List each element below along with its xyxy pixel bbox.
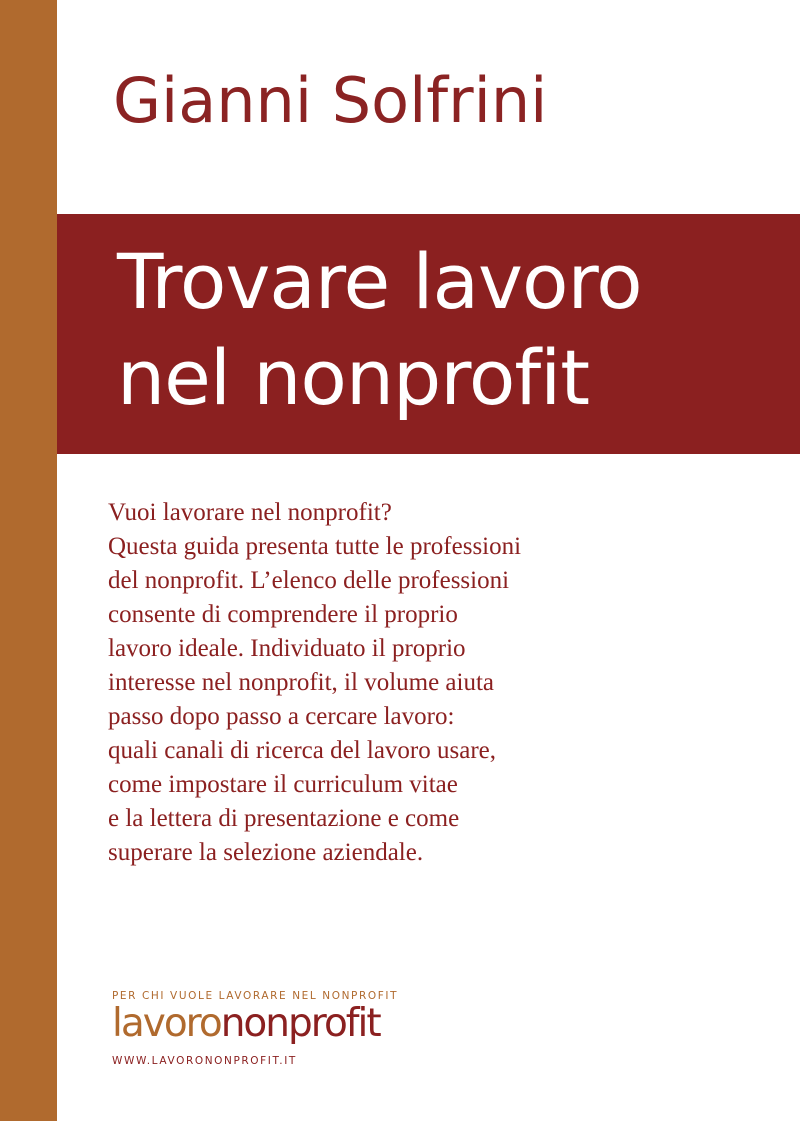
publisher-brand <box>112 990 432 1067</box>
blurb <box>108 496 668 870</box>
brand-logo-lavoro: lavoro <box>112 1001 221 1046</box>
blurb-line: lavoro ideale. Individuato il proprio <box>108 635 466 662</box>
blurb-line: passo dopo passo a cercare lavoro: <box>108 703 455 730</box>
blurb-line: superare la selezione aziendale. <box>108 839 424 866</box>
blurb-line: consente di comprendere il proprio <box>108 601 458 628</box>
brand-logo <box>112 1001 432 1046</box>
blurb-line: come impostare il curriculum vitae <box>108 771 458 798</box>
book-title-line-2: nel nonprofit <box>117 333 590 422</box>
blurb-line: Vuoi lavorare nel nonprofit? <box>108 499 392 526</box>
blurb-line: Questa guida presenta tutte le professioni <box>108 533 522 560</box>
blurb-line: quali canali di ricerca del lavoro usare, <box>108 737 497 764</box>
blurb-line: e la lettera di presentazione e come <box>108 805 460 832</box>
blurb-line: del nonprofit. L’elenco delle professioni <box>108 567 510 594</box>
cover-spine <box>0 0 57 1121</box>
blurb-line: interesse nel nonprofit, il volume aiuta <box>108 669 495 696</box>
author-name: Gianni Solfrini <box>113 64 548 137</box>
brand-tagline: PER CHI VUOLE LAVORARE NEL NONPROFIT <box>112 990 399 1002</box>
title-band <box>57 214 800 454</box>
brand-logo-nonprofit: nonprofit <box>220 1001 380 1046</box>
book-title-line-1: Trovare lavoro <box>117 237 642 326</box>
brand-url: WWW.LAVORONONPROFIT.IT <box>112 1055 297 1067</box>
